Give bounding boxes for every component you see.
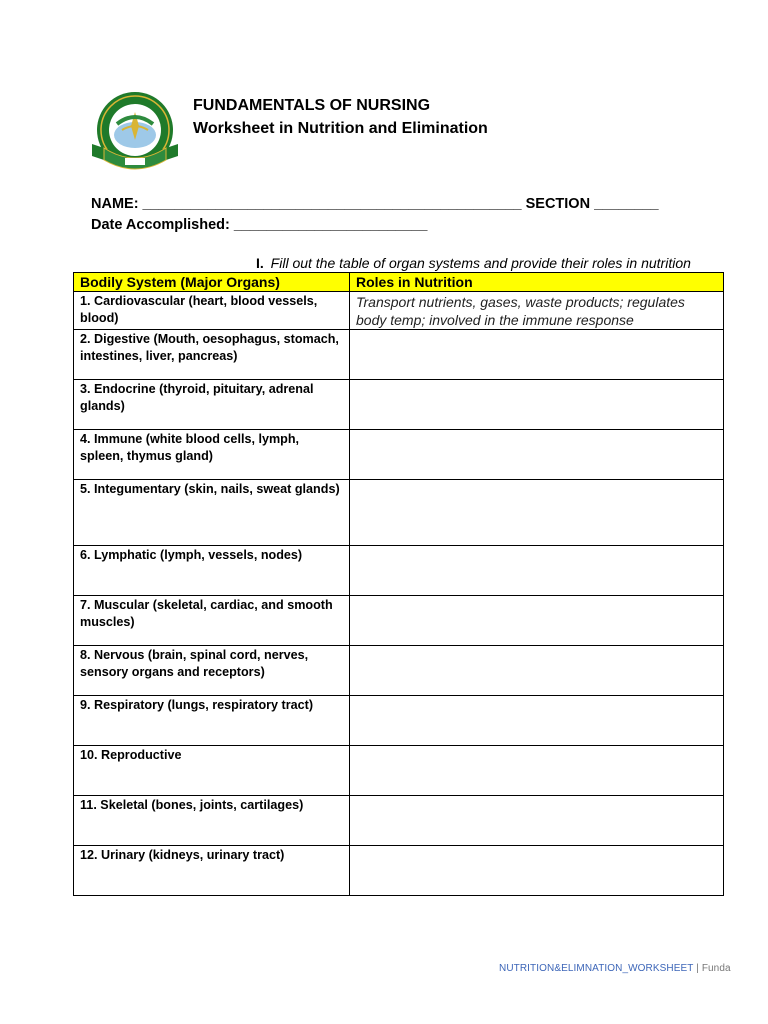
table-row bbox=[74, 380, 724, 430]
role-cell[interactable] bbox=[350, 380, 724, 430]
footer-separator: | bbox=[696, 963, 699, 974]
table-header-row bbox=[74, 273, 724, 292]
role-cell[interactable] bbox=[350, 430, 724, 480]
table-row bbox=[74, 546, 724, 596]
organ-systems-table bbox=[73, 272, 724, 896]
role-cell[interactable]: Transport nutrients, gases, waste products; regulates body temp; involved in the immune response bbox=[350, 292, 724, 330]
table-row bbox=[74, 796, 724, 846]
table-row bbox=[74, 292, 724, 330]
instruction-text: Fill out the table of organ systems and provide their roles in nutrition bbox=[270, 255, 691, 271]
system-cell: 7. Muscular (skeletal, cardiac, and smooth muscles) bbox=[74, 596, 350, 646]
table-row bbox=[74, 430, 724, 480]
name-section-field[interactable]: NAME: _______________________________________________ SECTION ________ bbox=[91, 196, 659, 212]
role-cell[interactable] bbox=[350, 646, 724, 696]
role-cell[interactable] bbox=[350, 696, 724, 746]
school-seal-logo bbox=[90, 90, 182, 176]
role-cell[interactable] bbox=[350, 596, 724, 646]
instruction bbox=[256, 255, 691, 271]
table-row bbox=[74, 846, 724, 896]
role-cell[interactable] bbox=[350, 846, 724, 896]
table-row bbox=[74, 596, 724, 646]
system-cell: 2. Digestive (Mouth, oesophagus, stomach, intestines, liver, pancreas) bbox=[74, 330, 350, 380]
system-cell: 3. Endocrine (thyroid, pituitary, adrenal glands) bbox=[74, 380, 350, 430]
page-footer bbox=[499, 963, 731, 974]
system-cell: 11. Skeletal (bones, joints, cartilages) bbox=[74, 796, 350, 846]
table-row bbox=[74, 330, 724, 380]
role-cell[interactable] bbox=[350, 330, 724, 380]
table-row bbox=[74, 746, 724, 796]
table-row bbox=[74, 480, 724, 546]
role-cell[interactable] bbox=[350, 480, 724, 546]
header-roles-in-nutrition: Roles in Nutrition bbox=[350, 273, 724, 292]
table-row bbox=[74, 646, 724, 696]
role-cell[interactable] bbox=[350, 546, 724, 596]
system-cell: 4. Immune (white blood cells, lymph, spleen, thymus gland) bbox=[74, 430, 350, 480]
footer-document-name: NUTRITION&ELIMNATION_WORKSHEET bbox=[499, 963, 694, 974]
role-cell[interactable] bbox=[350, 796, 724, 846]
date-accomplished-field[interactable]: Date Accomplished: ________________________ bbox=[91, 217, 428, 233]
system-cell: 9. Respiratory (lungs, respiratory tract) bbox=[74, 696, 350, 746]
system-cell: 12. Urinary (kidneys, urinary tract) bbox=[74, 846, 350, 896]
instruction-number: I. bbox=[256, 255, 264, 271]
document-subtitle: Worksheet in Nutrition and Elimination bbox=[193, 120, 488, 137]
system-cell: 5. Integumentary (skin, nails, sweat glands) bbox=[74, 480, 350, 546]
table-row bbox=[74, 696, 724, 746]
system-cell: 6. Lymphatic (lymph, vessels, nodes) bbox=[74, 546, 350, 596]
role-cell[interactable] bbox=[350, 746, 724, 796]
header-bodily-system: Bodily System (Major Organs) bbox=[74, 273, 350, 292]
document-title: FUNDAMENTALS OF NURSING bbox=[193, 97, 431, 114]
system-cell: 10. Reproductive bbox=[74, 746, 350, 796]
system-cell: 8. Nervous (brain, spinal cord, nerves, sensory organs and receptors) bbox=[74, 646, 350, 696]
footer-label: Funda bbox=[701, 963, 731, 974]
system-cell: 1. Cardiovascular (heart, blood vessels, blood) bbox=[74, 292, 350, 330]
